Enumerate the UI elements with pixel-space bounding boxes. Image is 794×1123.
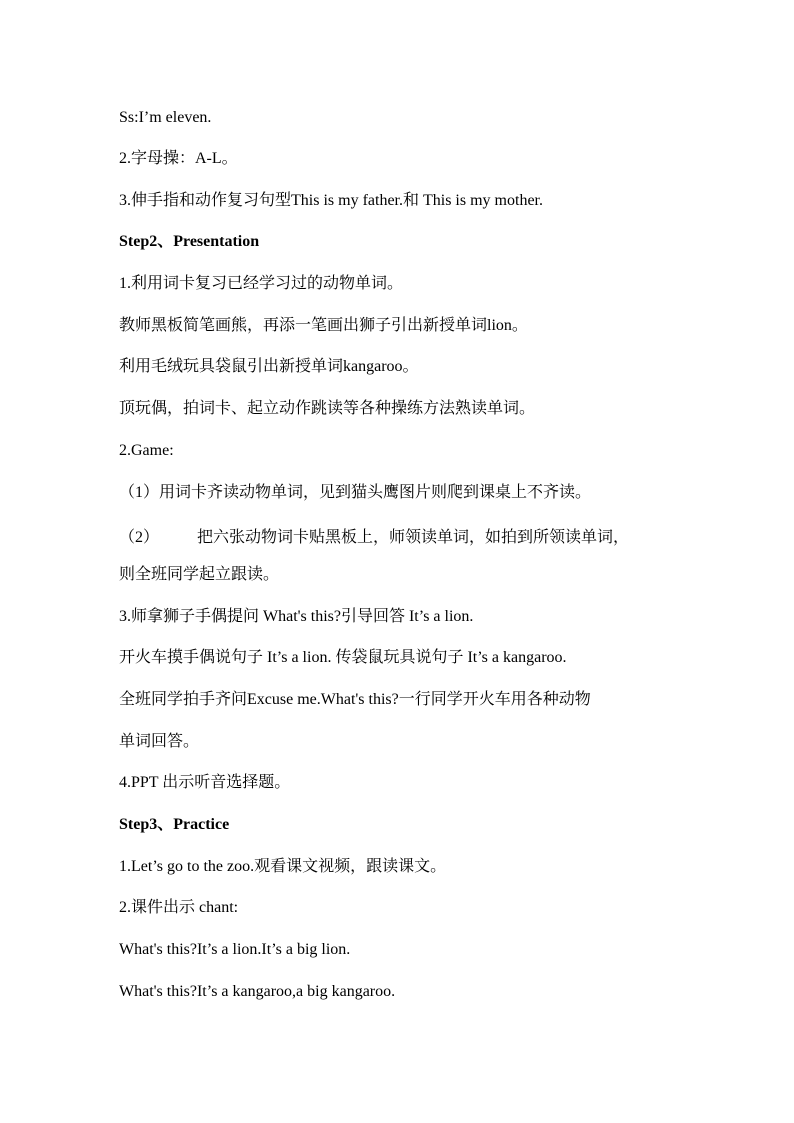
text-line: 教师黑板简笔画熊，再添一笔画出狮子引出新授单词lion。 [119, 317, 528, 334]
text-span: 把六张动物词卡贴黑板上，师领读单词，如拍到所领读单词， [197, 529, 630, 546]
text-line: What's this?It’s a lion.It’s a big lion. [119, 941, 351, 958]
text-line: 单词回答。 [119, 733, 200, 750]
text-line: 4.PPT 出示听音选择题。 [119, 774, 291, 791]
text-line: 2.Game: [119, 442, 174, 459]
section-heading: Step3、Practice [119, 816, 230, 833]
text-line: 2.课件出示 chant: [119, 899, 239, 916]
text-line: 开火车摸手偶说句子 It’s a lion. 传袋鼠玩具说句子 It’s a kangaroo. [119, 649, 567, 666]
text-line [119, 528, 629, 548]
text-line: 2.字母操：A-L。 [119, 150, 238, 167]
text-line: 则全班同学起立跟读。 [119, 566, 280, 583]
text-line: 3.伸手指和动作复习句型This is my father.和 This is my mother. [119, 192, 543, 209]
text-line: 顶玩偶，拍词卡、起立动作跳读等各种操练方法熟读单词。 [119, 400, 536, 417]
text-line: 全班同学拍手齐问Excuse me.What's this?一行同学开火车用各种动物 [119, 691, 591, 708]
section-heading: Step2、Presentation [119, 233, 260, 250]
text-line: 1.利用词卡复习已经学习过的动物单词。 [119, 275, 404, 292]
list-marker: （2） [119, 529, 160, 546]
text-line: 3.师拿狮子手偶提问 What's this?引导回答 It’s a lion. [119, 608, 474, 625]
text-line: 利用毛绒玩具袋鼠引出新授单词kangaroo。 [119, 358, 419, 375]
text-line: Ss:I’m eleven. [119, 109, 212, 126]
text-line: 1.Let’s go to the zoo.观看课文视频，跟读课文。 [119, 858, 447, 875]
text-line: What's this?It’s a kangaroo,a big kangaroo. [119, 983, 396, 1000]
text-line: （1）用词卡齐读动物单词，见到猫头鹰图片则爬到课桌上不齐读。 [119, 484, 592, 501]
